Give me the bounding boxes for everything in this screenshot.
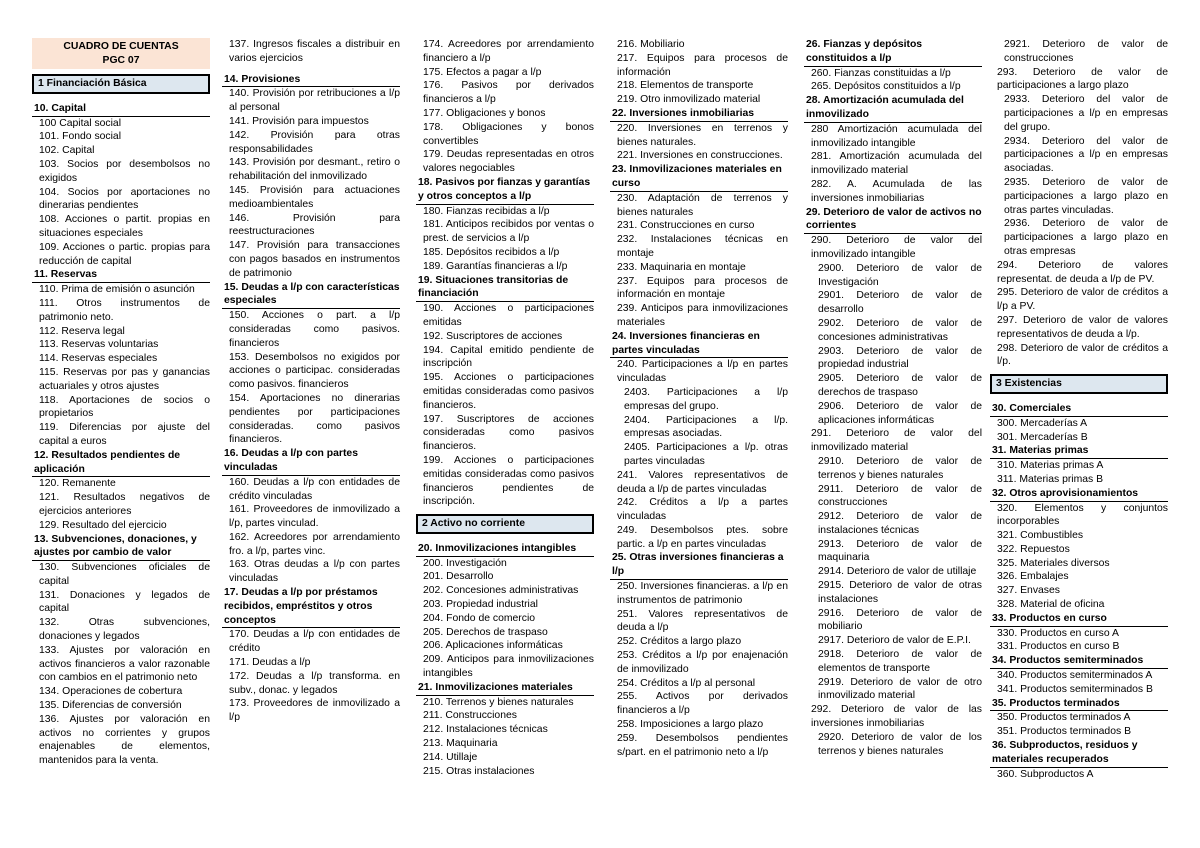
account-item: 360. Subproductos A [997, 768, 1094, 780]
account-item: 2915. Deterioro de valor de otras instalaciones [818, 580, 982, 605]
account-group-heading: 30. Comerciales [990, 402, 1168, 417]
account-item: 293. Deterioro de valor de participaciones a largo plazo [997, 66, 1168, 92]
account-item: 201. Desarrollo [423, 571, 494, 583]
account-group-heading: 20. Inmovilizaciones intangibles [416, 542, 594, 557]
account-item: 2933. Deterioro del valor de participaciones a l/p en empresas del grupo. [1004, 94, 1168, 133]
account-item: 239. Anticipos para inmovilizaciones materiales [617, 303, 788, 328]
account-item: 221. Inversiones en construcciones. [617, 150, 783, 162]
account-group-heading: 17. Deudas a l/p por préstamos recibidos, empréstitos y otros conceptos [222, 586, 400, 628]
account-item: 2917. Deterioro de valor de E.P.I. [818, 635, 971, 647]
account-item: 104. Socios por aportaciones no dinerarias pendientes [39, 186, 210, 212]
section-header-2: 2 Activo no corriente [416, 514, 594, 534]
account-item: 321. Combustibles [997, 530, 1084, 542]
account-item: 108. Acciones o partit. propias en situaciones especiales [39, 214, 210, 239]
account-group-heading: 25. Otras inversiones financieras a l/p [610, 551, 788, 580]
account-group-heading: 12. Resultados pendientes de aplicación [32, 449, 210, 478]
account-item: 351. Productos terminados B [997, 726, 1131, 738]
account-item: 216. Mobiliario [617, 39, 685, 50]
account-item: 2910. Deterioro de valor de terrenos y bienes naturales [818, 455, 982, 481]
account-list-3a [416, 38, 594, 509]
account-item: 2920. Deterioro de valor de los terrenos y bienes naturales [818, 731, 982, 757]
account-item: 2934. Deterioro del valor de participaciones a l/p en empresas asociadas. [1004, 135, 1168, 175]
account-group-heading: 31. Materias primas [990, 444, 1168, 459]
account-item: 327. Envases [997, 585, 1060, 597]
account-item: 280 Amortización acumulada del inmovilizado intangible [811, 123, 982, 149]
account-item: 282. A. Acumulada de las inversiones inmobiliarias [811, 178, 982, 204]
account-item: 301. Mercaderías B [997, 431, 1088, 443]
account-item: 341. Productos semiterminados B [997, 683, 1153, 695]
account-item: 205. Derechos de traspaso [423, 626, 548, 638]
account-item: 249. Desembolsos ptes. sobre partic. a l/p en partes vinculadas [617, 524, 788, 550]
spacer [222, 66, 400, 73]
account-item: 250. Inversiones financieras. a l/p en instrumentos de patrimonio [617, 581, 788, 606]
account-item: 203. Propiedad industrial [423, 599, 538, 611]
account-group-heading: 21. Inmovilizaciones materiales [416, 681, 594, 696]
column-2 [222, 38, 400, 725]
title-line-1: CUADRO DE CUENTAS [63, 41, 179, 52]
account-item: 177. Obligaciones y bonos [423, 107, 546, 119]
account-item: 204. Fondo de comercio [423, 612, 536, 624]
account-item: 292. Deterioro de valor de las inversiones inmobiliarias [811, 704, 982, 730]
account-item: 2403. Participaciones a l/p empresas del grupo. [624, 386, 788, 412]
account-item: 350. Productos terminados A [997, 712, 1131, 724]
account-item: 218. Elementos de transporte [617, 80, 754, 92]
column-4 [610, 38, 788, 759]
account-item: 133. Ajustes por valoración en activos financieros a valor razonable con cambios en el patrimonio neto [39, 644, 210, 684]
account-item: 2905. Deterioro de valor de derechos de traspaso [818, 373, 982, 398]
account-item: 160. Deudas a l/p con entidades de crédito vinculadas [229, 476, 400, 502]
account-group-heading: 35. Productos terminados [990, 697, 1168, 712]
account-item: 2404. Participaciones a l/p. empresas asociadas. [624, 414, 788, 440]
account-item: 113. Reservas voluntarias [39, 339, 159, 351]
account-item: 110. Prima de emisión o asunción [39, 284, 195, 296]
account-item: 297. Deterioro de valor de valores representativos de deuda a l/p. [997, 314, 1168, 340]
account-list-3b [416, 542, 594, 779]
account-item: 173. Proveedores de inmovilizado a l/p [229, 698, 400, 724]
account-item: 311. Materias primas B [997, 473, 1104, 485]
account-item: 237. Equipos para procesos de información en montaje [617, 275, 788, 301]
account-item: 132. Otras subvenciones, donaciones y legados [39, 617, 210, 643]
account-item: 232. Instalaciones técnicas en montaje [617, 234, 788, 259]
account-item: 140. Provisión por retribuciones a l/p al personal [229, 88, 400, 114]
account-item: 197. Suscriptores de acciones consideradas como pasivos financieros. [423, 413, 594, 453]
account-item: 231. Construcciones en curso [617, 220, 755, 232]
account-item: 170. Deudas a l/p con entidades de crédito [229, 629, 400, 655]
account-group-heading: 18. Pasivos por fianzas y garantías y otros conceptos a l/p [416, 176, 594, 205]
account-item: 325. Materiales diversos [997, 557, 1110, 569]
account-group-heading: 23. Inmovilizaciones materiales en curso [610, 163, 788, 192]
account-item: 320. Elementos y conjuntos incorporables [997, 502, 1168, 528]
account-item: 172. Deudas a l/p transforma. en subv., donac. y legados [229, 670, 400, 696]
account-item: 176. Pasivos por derivados financieros a l/p [423, 80, 594, 106]
account-item: 150. Acciones o part. a l/p consideradas como pasivos. financieros [229, 310, 400, 349]
account-item: 251. Valores representativos de deuda a l/p [617, 608, 788, 634]
account-item: 112. Reserva legal [39, 325, 125, 337]
account-item: 171. Deudas a l/p [229, 657, 311, 669]
account-item: 214. Utillaje [423, 751, 478, 763]
account-item: 181. Anticipos recibidos por ventas o prest. de servicios a l/p [423, 219, 594, 245]
account-item: 2921. Deterioro de valor de construcciones [1004, 39, 1168, 64]
account-item: 213. Maquinaria [423, 738, 498, 750]
account-item: 310. Materias primas A [997, 460, 1104, 472]
account-item: 2900. Deterioro de valor de Investigación [818, 262, 982, 288]
account-group-heading: 29. Deterioro de valor de activos no corrientes [804, 206, 982, 235]
account-item: 190. Acciones o participaciones emitidas [423, 303, 594, 328]
account-item: 175. Efectos a pagar a l/p [423, 66, 542, 78]
account-group-heading: 32. Otros aprovisionamientos [990, 487, 1168, 502]
account-item: 134. Operaciones de cobertura [39, 686, 183, 698]
account-item: 141. Provisión para impuestos [229, 115, 369, 127]
account-item: 2936. Deterioro de valor de participaciones a largo plazo en otras empresas [1004, 218, 1168, 257]
account-item: 254. Créditos a l/p al personal [617, 677, 756, 689]
column-3 [416, 38, 594, 778]
account-item: 153. Desembolsos no exigidos por acciones o participac. consideradas como pasivos. financieros [229, 351, 400, 391]
account-item: 101. Fondo social [39, 131, 122, 143]
account-item: 295. Deterioro de valor de créditos a l/p a PV. [997, 287, 1168, 313]
account-item: 118. Aportaciones de socios o propietarios [39, 394, 210, 420]
account-group-heading: 10. Capital [32, 102, 210, 117]
account-group-heading: 22. Inversiones inmobiliarias [610, 107, 788, 122]
account-item: 212. Instalaciones técnicas [423, 724, 548, 736]
account-item: 2919. Deterioro de valor de otro inmovilizado material [818, 676, 982, 702]
account-item: 137. Ingresos fiscales a distribuir en varios ejercicios [229, 39, 400, 64]
account-item: 180. Fianzas recibidas a l/p [423, 205, 550, 217]
account-item: 330. Productos en curso A [997, 627, 1119, 639]
account-item: 2911. Deterioro de valor de construcciones [818, 483, 982, 509]
account-item: 300. Mercaderías A [997, 417, 1088, 429]
account-group-heading: 28. Amortización acumulada del inmovilizado [804, 94, 982, 123]
account-item: 200. Investigación [423, 557, 507, 569]
account-item: 161. Proveedores de inmovilizado a l/p, partes vinculad. [229, 504, 400, 530]
account-item: 130. Subvenciones oficiales de capital [39, 562, 210, 587]
account-item: 189. Garantías financieras a l/p [423, 260, 568, 272]
account-group-heading: 36. Subproductos, residuos y materiales recuperados [990, 739, 1168, 768]
account-item: 120. Remanente [39, 478, 116, 490]
account-item: 241. Valores representativos de deuda a l/p de partes vinculadas [617, 469, 788, 495]
account-item: 179. Deudas representadas en otros valores negociables [423, 149, 594, 175]
account-item: 111. Otros instrumentos de patrimonio neto. [39, 297, 210, 323]
account-item: 211. Construcciones [423, 710, 517, 722]
account-item: 258. Imposiciones a largo plazo [617, 719, 764, 731]
account-group-heading: 33. Productos en curso [990, 612, 1168, 627]
account-list-4 [610, 38, 788, 759]
account-group-heading: 11. Reservas [32, 268, 210, 283]
account-group-heading: 34. Productos semiterminados [990, 654, 1168, 669]
account-item: 265. Depósitos constituidos a l/p [811, 81, 961, 93]
account-item: 129. Resultado del ejercicio [39, 519, 167, 531]
account-list-1 [32, 102, 210, 768]
account-item: 220. Inversiones en terrenos y bienes naturales. [617, 122, 788, 148]
account-item: 114. Reservas especiales [39, 353, 158, 365]
account-item: 119. Diferencias por ajuste del capital a euros [39, 422, 210, 447]
section-header-1: 1 Financiación Básica [32, 74, 210, 94]
account-item: 298. Deterioro de valor de créditos a l/p. [997, 342, 1168, 368]
account-item: 291. Deterioro de valor del inmovilizado material [811, 428, 982, 454]
account-item: 185. Depósitos recibidos a l/p [423, 246, 560, 258]
account-item: 163. Otras deudas a l/p con partes vinculadas [229, 559, 400, 585]
account-item: 290. Deterioro de valor del inmovilizado intangible [811, 235, 982, 260]
title-line-2: PGC 07 [102, 54, 140, 66]
account-item: 145. Provisión para actuaciones medioambientales [229, 184, 400, 210]
account-list-6a [990, 38, 1168, 369]
account-item: 2912. Deterioro de valor de instalaciones técnicas [818, 511, 982, 536]
account-list-5 [804, 38, 982, 758]
column-5 [804, 38, 982, 758]
account-item: 255. Activos por derivados financieros a l/p [617, 691, 788, 717]
account-item: 142. Provisión para otras responsabilidades [229, 129, 400, 155]
account-item: 2906. Deterioro de valor de aplicaciones informáticas [818, 400, 982, 426]
account-item: 2903. Deterioro de valor de propiedad industrial [818, 345, 982, 371]
account-item: 192. Suscriptores de acciones [423, 330, 563, 342]
account-item: 103. Socios por desembolsos no exigidos [39, 158, 210, 184]
account-group-heading: 15. Deudas a l/p con características especiales [222, 281, 400, 310]
account-item: 202. Concesiones administrativas [423, 585, 579, 597]
section-header-3: 3 Existencias [990, 374, 1168, 394]
account-item: 242. Créditos a l/p a partes vinculadas [617, 497, 788, 523]
account-item: 147. Provisión para transacciones con pagos basados en instrumentos de patrimonio [229, 240, 400, 279]
column-1 [32, 38, 210, 768]
account-item: 281. Amortización acumulada del inmovilizado material [811, 151, 982, 177]
account-item: 2913. Deterioro de valor de maquinaria [818, 538, 982, 564]
account-item: 121. Resultados negativos de ejercicios anteriores [39, 492, 210, 517]
account-list-2 [222, 38, 400, 725]
account-item: 215. Otras instalaciones [423, 765, 535, 777]
account-item: 233. Maquinaria en montaje [617, 261, 746, 273]
account-group-heading: 26. Fianzas y depósitos constituidos a l/p [804, 38, 982, 67]
account-item: 219. Otro inmovilizado material [617, 94, 761, 106]
account-item: 230. Adaptación de terrenos y bienes naturales [617, 192, 788, 218]
account-item: 102. Capital [39, 145, 95, 157]
account-item: 217. Equipos para procesos de información [617, 52, 788, 78]
account-item: 195. Acciones o participaciones emitidas consideradas como pasivos financieros. [423, 372, 594, 411]
account-item: 178. Obligaciones y bonos convertibles [423, 121, 594, 147]
account-item: 210. Terrenos y bienes naturales [423, 696, 574, 708]
account-item: 2914. Deterioro de valor de utillaje [818, 566, 977, 578]
account-item: 136. Ajustes por valoración en activos no corrientes y grupos enajenables de elementos, mantenidos para la venta. [39, 713, 210, 767]
account-item: 2935. Deterioro de valor de participaciones a largo plazo en otras partes vinculadas. [1004, 176, 1168, 216]
account-item: 259. Desembolsos pendientes s/part. en el patrimonio neto a l/p [617, 732, 788, 758]
account-group-heading: 19. Situaciones transitorias de financiación [416, 274, 594, 303]
account-item: 2918. Deterioro de valor de elementos de transporte [818, 649, 982, 674]
account-item: 209. Anticipos para inmovilizaciones intangibles [423, 654, 594, 680]
account-item: 322. Repuestos [997, 543, 1070, 555]
document-title [32, 38, 210, 69]
account-item: 131. Donaciones y legados de capital [39, 589, 210, 615]
column-6 [990, 38, 1168, 781]
account-item: 252. Créditos a largo plazo [617, 636, 742, 648]
account-item: 194. Capital emitido pendiente de inscripción [423, 344, 594, 370]
account-item: 100 Capital social [39, 117, 122, 129]
account-item: 2901. Deterioro de valor de desarrollo [818, 290, 982, 316]
account-item: 115. Reservas por pas y ganancias actuariales y otros ajustes [39, 366, 210, 392]
account-group-heading: 16. Deudas a l/p con partes vinculadas [222, 447, 400, 476]
account-item: 340. Productos semiterminados A [997, 670, 1153, 682]
account-item: 143. Provisión por desmant., retiro o rehabilitación del inmovilizado [229, 157, 400, 183]
account-item: 2405. Participaciones a l/p. otras partes vinculadas [624, 442, 788, 467]
account-item: 174. Acreedores por arrendamiento financiero a l/p [423, 39, 594, 64]
account-item: 240. Participaciones a l/p en partes vinculadas [617, 359, 788, 385]
account-item: 135. Diferencias de conversión [39, 700, 182, 712]
account-item: 328. Material de oficina [997, 599, 1105, 611]
account-item: 154. Aportaciones no dinerarias pendientes por participaciones consideradas. como pasivos financieros. [229, 392, 400, 446]
account-item: 260. Fianzas constituidas a l/p [811, 67, 951, 79]
account-item: 253. Créditos a l/p por enajenación de inmovilizado [617, 650, 788, 675]
account-item: 199. Acciones o participaciones emitidas consideradas como pasivos financieros pendientes de inscripción. [423, 454, 594, 508]
account-item: 146. Provisión para reestructuraciones [229, 212, 400, 238]
account-item: 109. Acciones o partic. propias para reducción de capital [39, 241, 210, 267]
account-list-6b [990, 402, 1168, 782]
account-group-heading: 24. Inversiones financieras en partes vinculadas [610, 330, 788, 359]
account-item: 331. Productos en curso B [997, 641, 1120, 653]
account-item: 2902. Deterioro de valor de concesiones administrativas [818, 317, 982, 343]
account-item: 162. Acreedores por arrendamiento fro. a l/p, partes vinc. [229, 531, 400, 557]
account-item: 206. Aplicaciones informáticas [423, 640, 563, 652]
account-group-heading: 14. Provisiones [222, 73, 400, 88]
account-item: 294. Deterioro de valores representat. de deuda a l/p de PV. [997, 259, 1168, 285]
account-item: 326. Embalajes [997, 571, 1069, 583]
account-group-heading: 13. Subvenciones, donaciones, y ajustes por cambio de valor [32, 533, 210, 562]
account-item: 2916. Deterioro de valor de mobiliario [818, 607, 982, 633]
